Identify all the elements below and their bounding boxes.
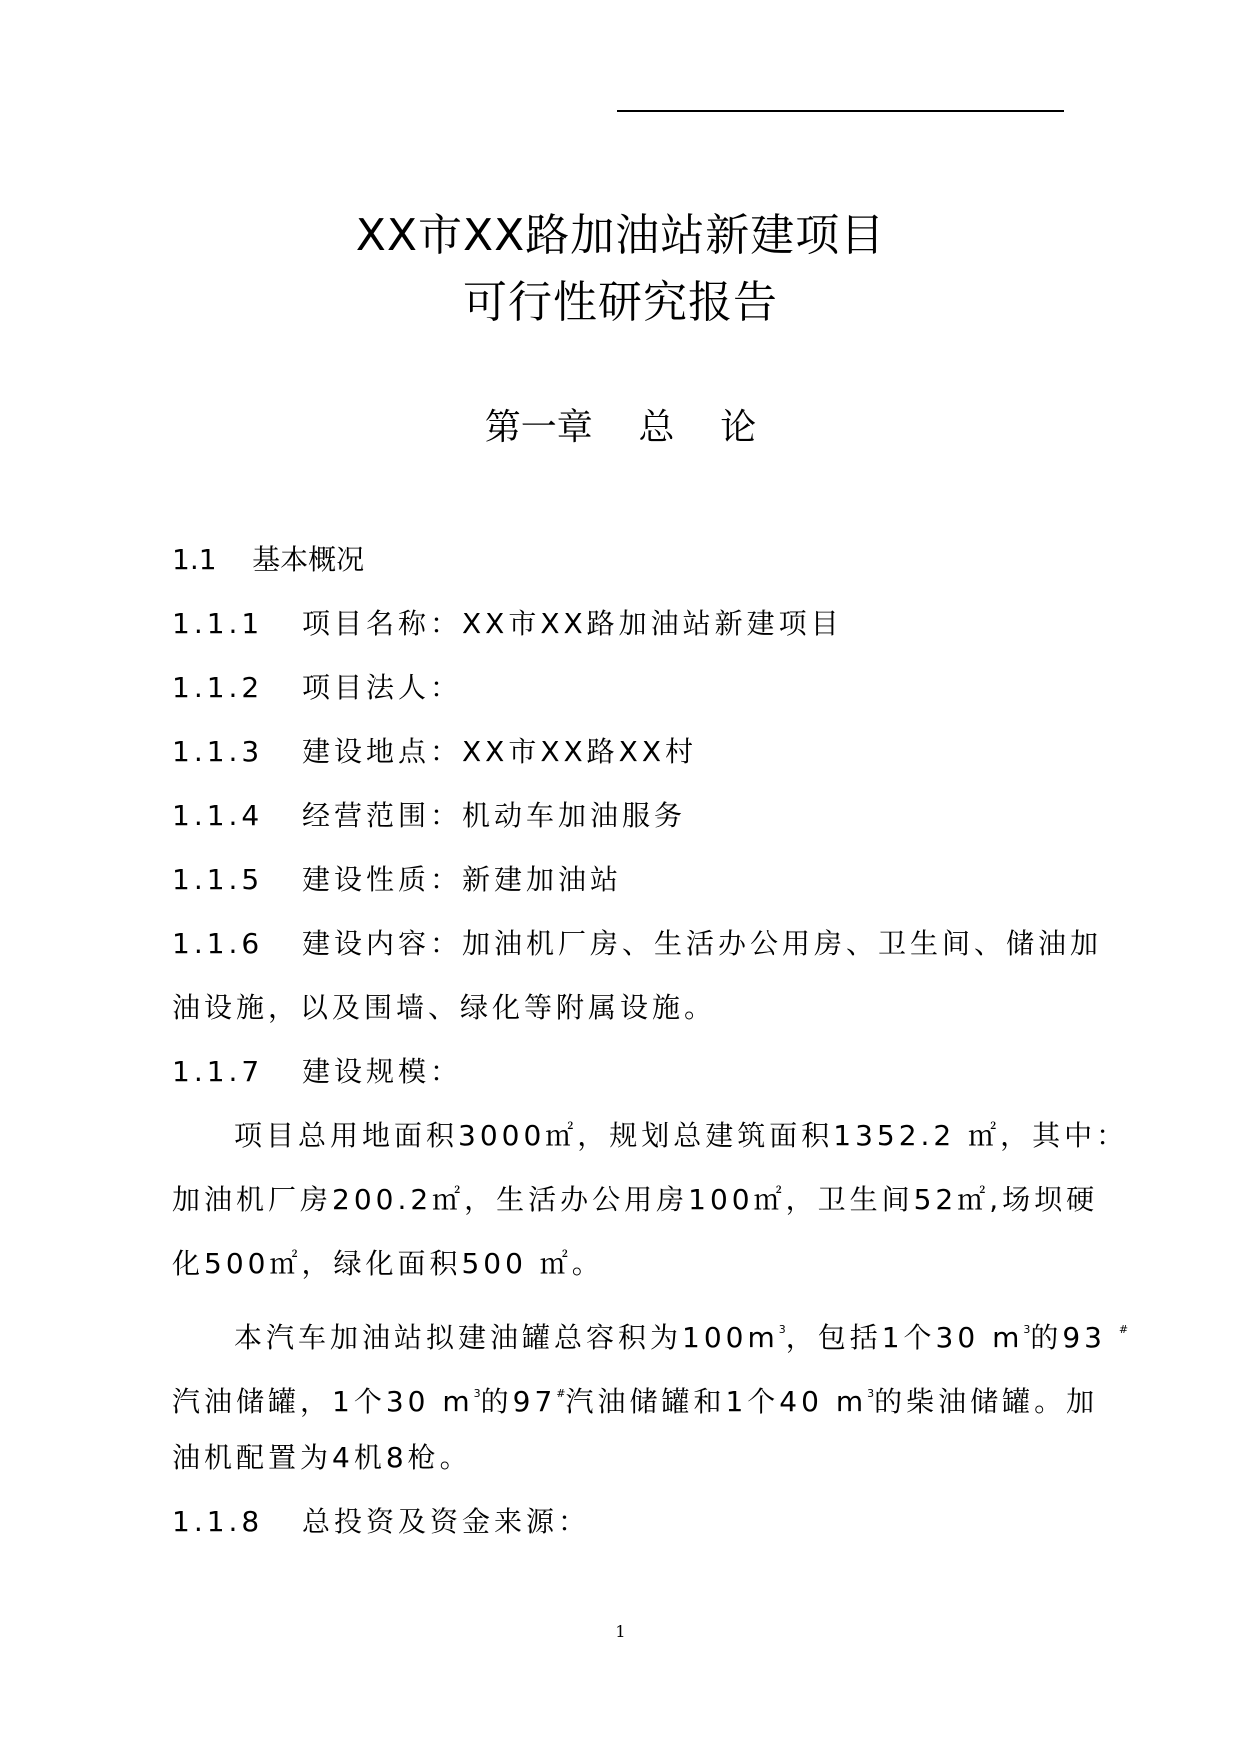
item-1-1-6-continuation <box>172 988 1072 1028</box>
tank-text: 的柴油储罐。加 <box>874 1385 1099 1418</box>
tank-paragraph-line-3: 油机配置为4机8枪。 <box>172 1441 472 1474</box>
item-1-1-1 <box>172 604 1072 644</box>
item-text: 经营范围：机动车加油服务 <box>301 799 686 832</box>
item-number: 1.1.5 <box>172 863 264 896</box>
section-title: 基本概况 <box>252 543 365 576</box>
item-text: 建设地点：XX市XX路XX村 <box>301 735 698 768</box>
item-text: 建设性质：新建加油站 <box>301 863 622 896</box>
item-1-1-3 <box>172 732 1072 772</box>
item-text: 总投资及资金来源： <box>301 1505 590 1538</box>
item-text: 建设内容：加油机厂房、生活办公用房、卫生间、储油加 <box>301 927 1102 960</box>
item-1-1-2 <box>172 668 1072 708</box>
scale-paragraph-line-3: 化500㎡，绿化面积500 ㎡。 <box>172 1247 604 1280</box>
chapter-heading: 第一章 总 论 <box>484 407 757 448</box>
section-heading-1-1 <box>172 540 1072 580</box>
scale-paragraph-line-2: 加油机厂房200.2㎡，生活办公用房100㎡，卫生间52㎡,场坝硬 <box>172 1183 1099 1216</box>
item-number: 1.1.6 <box>172 927 264 960</box>
item-number: 1.1.2 <box>172 671 264 704</box>
tank-paragraph-line-2 <box>172 1374 1099 1422</box>
superscript: 3 <box>1023 1323 1031 1336</box>
item-1-1-7 <box>172 1052 1072 1092</box>
item-1-1-5 <box>172 860 1072 900</box>
superscript: 3 <box>473 1387 481 1400</box>
superscript: # <box>556 1387 566 1400</box>
tank-paragraph-line-1 <box>234 1310 1129 1358</box>
superscript: 3 <box>778 1323 786 1336</box>
item-1-1-8 <box>172 1502 1072 1542</box>
page-number: 1 <box>615 1622 626 1641</box>
item-text: 油设施，以及围墙、绿化等附属设施。 <box>172 991 717 1024</box>
header-rule <box>617 110 1064 112</box>
tank-text: 汽油储罐，1个30 m <box>172 1385 474 1418</box>
item-number: 1.1.1 <box>172 607 264 640</box>
tank-text: ，包括1个30 m <box>785 1321 1024 1354</box>
item-number: 1.1.4 <box>172 799 264 832</box>
superscript: 3 <box>867 1387 875 1400</box>
item-number: 1.1.7 <box>172 1055 264 1088</box>
section-number: 1.1 <box>172 543 217 576</box>
superscript: # <box>1118 1323 1129 1336</box>
scale-paragraph-line-1: 项目总用地面积3000㎡，规划总建筑面积1352.2 ㎡，其中： <box>234 1119 1129 1152</box>
item-text: 项目名称：XX市XX路加油站新建项目 <box>301 607 843 640</box>
document-title: XX市XX路加油站新建项目 <box>355 210 886 261</box>
tank-text: 的97 <box>480 1385 557 1418</box>
tank-text: 的93 <box>1030 1321 1119 1354</box>
tank-text: 本汽车加油站拟建油罐总容积为100m <box>234 1321 779 1354</box>
document-subtitle: 可行性研究报告 <box>463 277 778 328</box>
tank-text: 汽油储罐和1个40 m <box>565 1385 868 1418</box>
item-number: 1.1.3 <box>172 735 264 768</box>
item-1-1-4 <box>172 796 1072 836</box>
item-number: 1.1.8 <box>172 1505 264 1538</box>
item-1-1-6 <box>172 924 1102 964</box>
item-text: 建设规模： <box>301 1055 462 1088</box>
item-text: 项目法人： <box>301 671 462 704</box>
